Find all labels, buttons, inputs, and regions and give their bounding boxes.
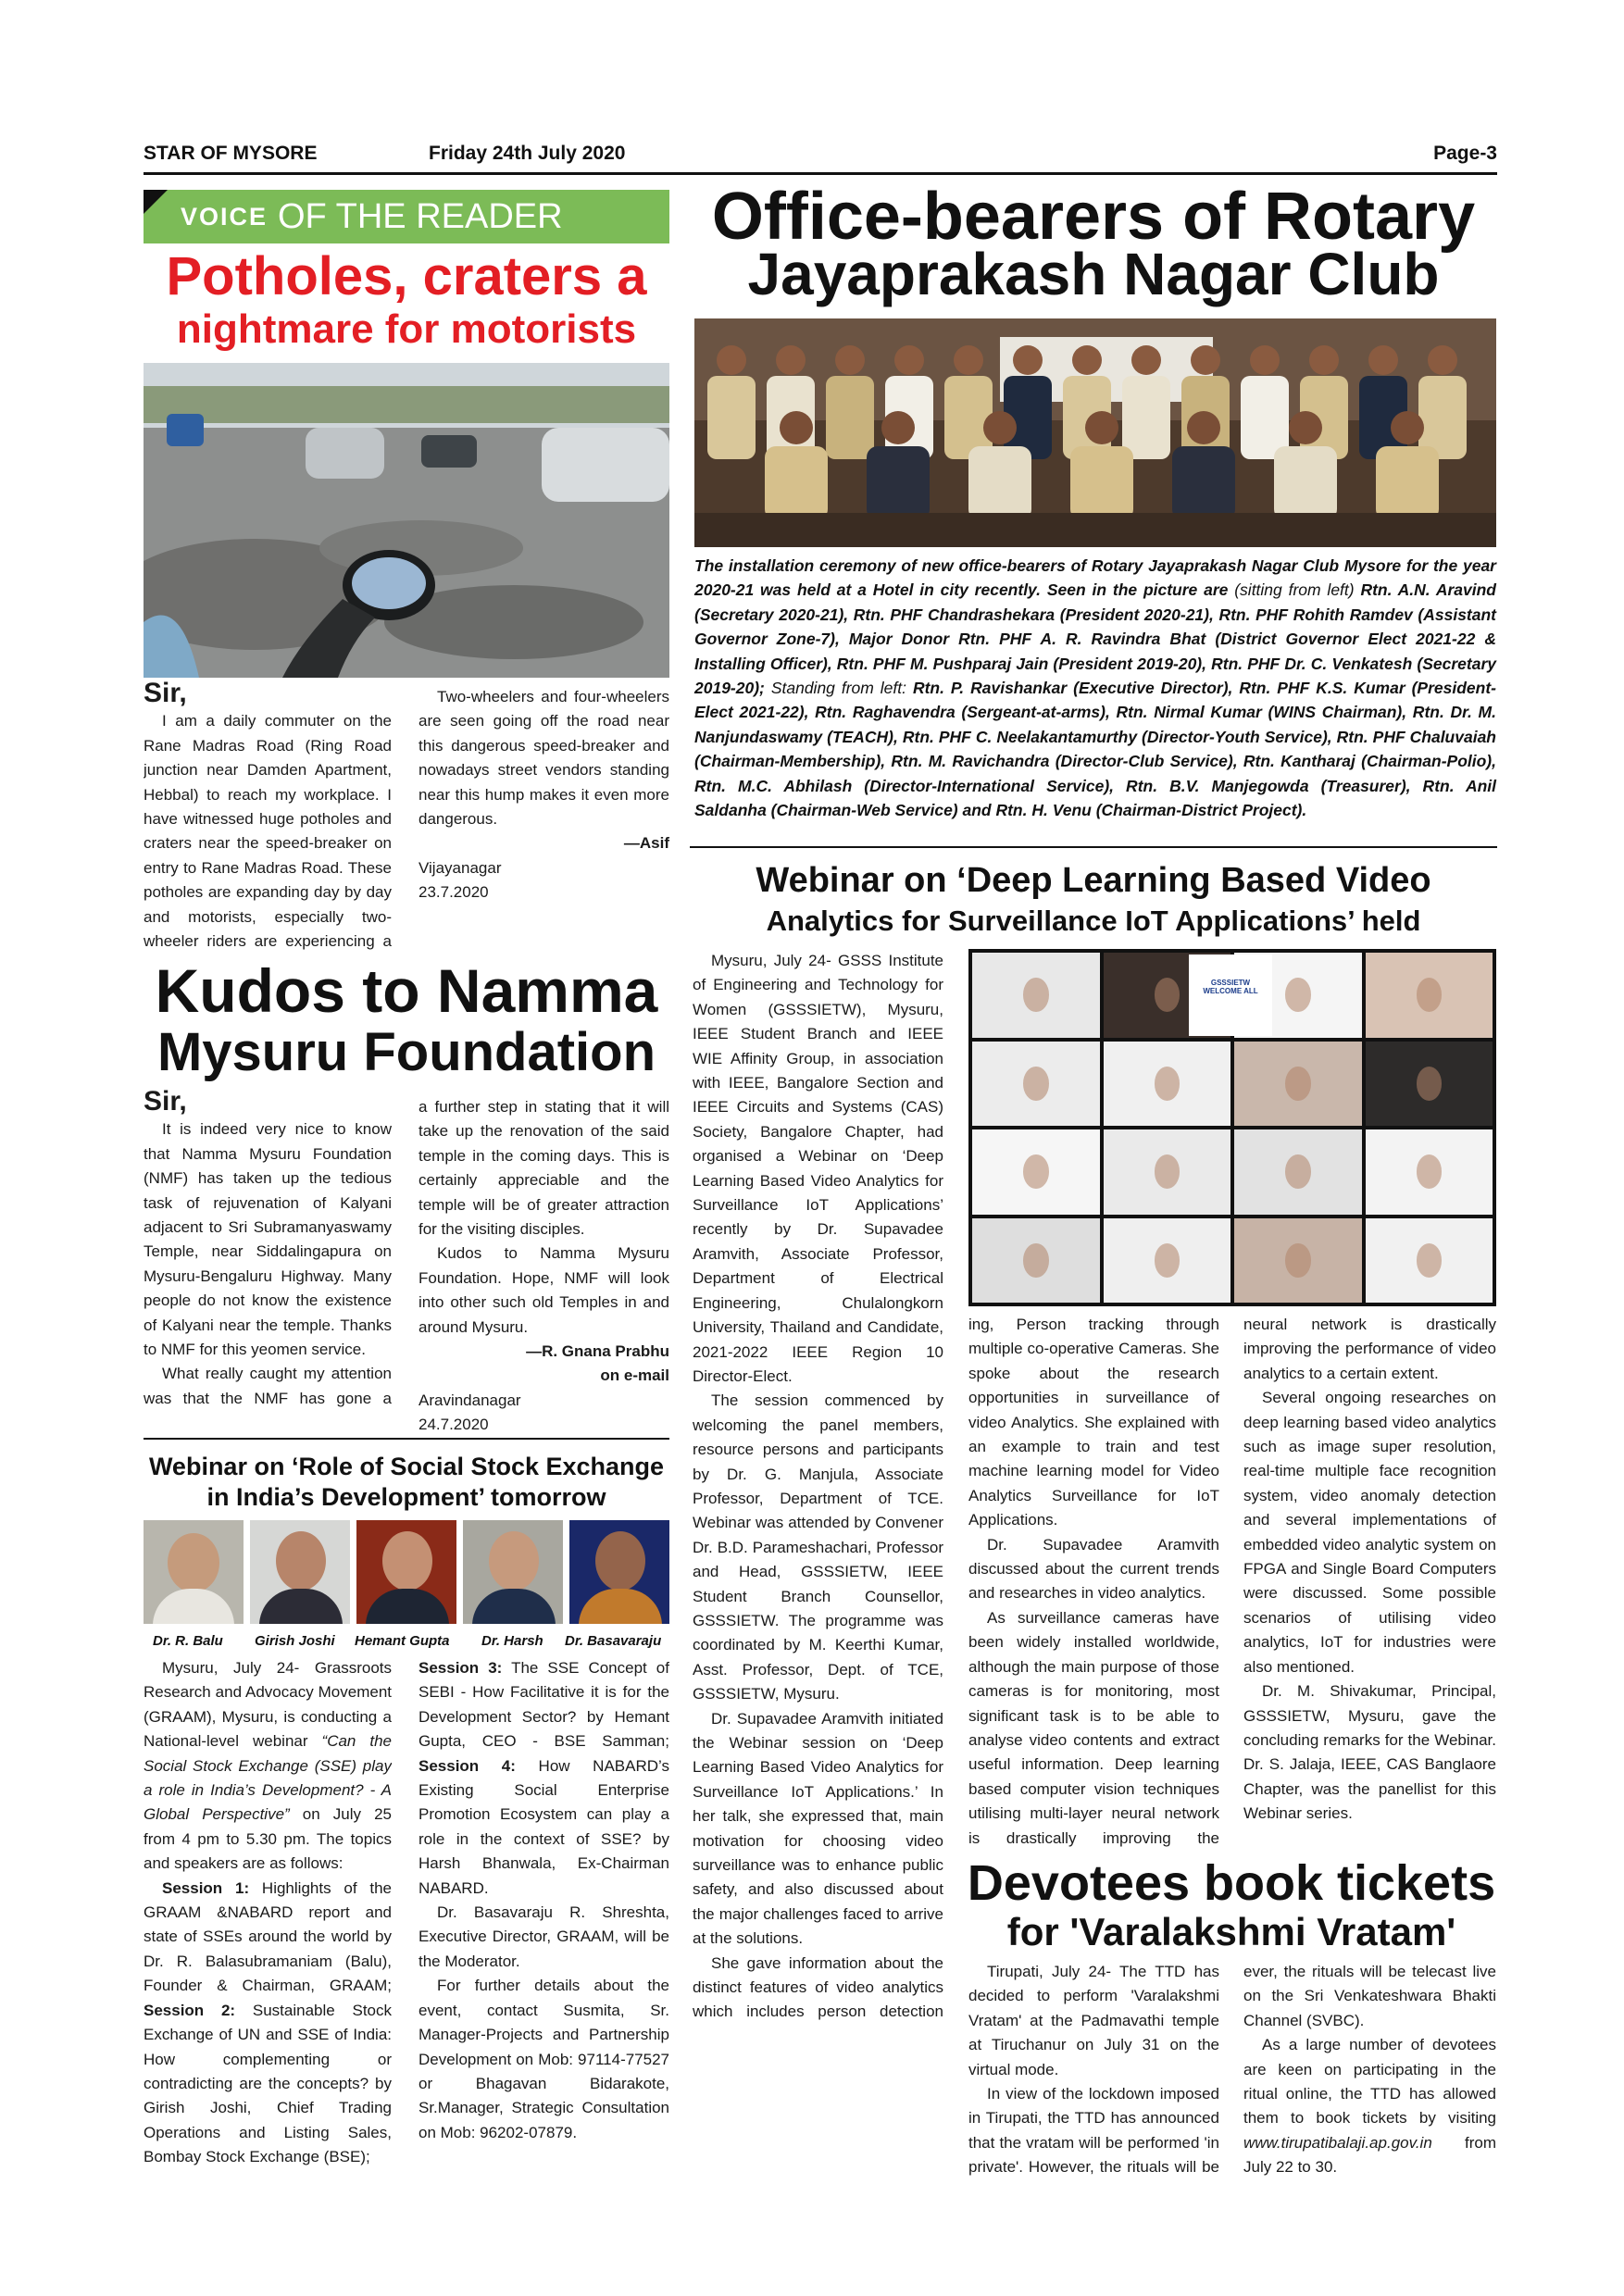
person-head-icon xyxy=(954,345,983,375)
person-head-icon xyxy=(780,411,813,444)
sse-title-line1: Webinar on ‘Role of Social Stock Exchange xyxy=(148,1453,665,1480)
dl-paragraph6: As surveillance cameras have been widely installed worldwide, although the main purpose of those cameras is for monitoring, most significant task is to be able to analyse video contents and extract useful information. Deep learning based computer vision techniques utilising multi-layer neural network is drastically improving the xyxy=(968,1608,1219,1847)
video-tile xyxy=(1104,1042,1231,1127)
letter2-title-line2: Mysuru Foundation xyxy=(156,1022,656,1082)
person-body-icon xyxy=(1376,446,1439,520)
letter2-paragraph1: It is indeed very nice to know that Namma Mysuru Foundation (NMF) has taken up the tedious task of rejuvenation of Kalyani adjacent to Sri Subramanyaswamy Temple, near Siddalingapura on Mysuru-Bengaluru Highway. Many people do not know the existence of Kalyani near the temple. Thanks to NMF for this yeomen service. xyxy=(144,1120,392,1359)
speaker-photo-gupta xyxy=(356,1520,456,1624)
dl-paragraph8: Dr. M. Shivakumar, Principal, GSSSIETW, Mysuru, gave the concluding remarks for the Webinar. Dr. S. Jalaja, IEEE, CAS Banglaore Chapter, was the panellist for this Webinar series. xyxy=(1243,1682,1496,1823)
dl-col3 xyxy=(1243,1313,1496,1850)
letter1-title-line2: nightmare for motorists xyxy=(176,306,637,352)
dl-paragraph6-cont: neural network is drastically improving the performance of video analytics to a certain extent. xyxy=(1243,1316,1496,1382)
voice-kicker-bold: VOICE xyxy=(181,203,269,231)
letter2-title-line1: Kudos to Namma xyxy=(155,956,658,1025)
ttd-title-line2: for 'Varalakshmi Vratam' xyxy=(1006,1910,1456,1953)
person-head-icon xyxy=(881,411,915,444)
ttd-paragraph2-cont: ever, the rituals will be telecast live on the Sri Venkateshwara Bhakti Channel (SVBC). xyxy=(1243,1963,1496,2029)
participant-icon xyxy=(1023,1243,1049,1278)
pothole-photo-illustration xyxy=(144,363,669,678)
person-head-icon xyxy=(776,345,806,375)
person-head-icon xyxy=(983,411,1017,444)
voice-kicker-light: OF THE READER xyxy=(278,197,563,236)
person-head-icon xyxy=(1085,411,1118,444)
letter1-place: Vijayanagar xyxy=(418,858,502,877)
participant-icon xyxy=(1155,1243,1181,1278)
rotary-group-illustration xyxy=(694,318,1496,547)
dl-paragraph5: Dr. Supavadee Aramvith discussed about the current trends and researches in video analytics. xyxy=(968,1535,1219,1603)
speaker-photo-joshi xyxy=(250,1520,350,1624)
person-head-icon xyxy=(1391,411,1424,444)
letter2-col2 xyxy=(418,1095,669,1438)
sse-intro: Mysuru, July 24- Grassroots Research and Advocacy Movement (GRAAM), Mysuru, is conducting a National-level webinar “Can the Social Stock Exchange (SSE) play a role in India’s Development? - A Global Perspective” on July 25 from 4 pm to 5.30 pm. The topics and speakers are as follows: xyxy=(144,1659,392,1873)
participant-icon xyxy=(1285,1067,1311,1101)
person-body-icon xyxy=(867,446,930,520)
letter2-paragraph2: What really caught my attention was that the NMF has gone a xyxy=(144,1365,392,1407)
ttd-website: www.tirupatibalaji.ap.gov.in xyxy=(1243,2133,1432,2152)
letter2-place: Aravindanagar xyxy=(418,1391,521,1409)
person-head-icon xyxy=(1368,345,1398,375)
masthead xyxy=(144,139,1497,174)
video-tile xyxy=(1234,1218,1362,1304)
rotary-caption: The installation ceremony of new office-bearers of Rotary Jayaprakash Nagar Club Mysore for the year 2020-21 was held at a Hotel in city recently. Seen in the picture are (sitting from left) Rtn. A.N. Aravind (Secretary 2020-21), Rtn. PHF Chandrashekara (President 2020-21), Rtn. PHF Rohith Ramdev (Assistant Governor Zone-7), Major Donor Rtn. PHF A. R. Ravindra Bhat (District Governor Elect 2021-22 & Installing Officer), Rtn. PHF M. Pushparaj Jain (President 2019-20), Rtn. PHF Dr. C. Venkatesh (Secretary 2019-20); Standing from left: Rtn. P. Ravishankar (Executive Director), Rtn. PHF K.S. Kumar (President-Elect 2021-22), Rtn. Raghavendra (Sergeant-at-arms), Rtn. Nirmal Kumar (WINS Chairman), Rtn. Dr. M. Nanjundaswamy (TEACH), Rtn. PHF C. Neelakantamurthy (Director-Youth Service), Rtn. PHF Chaluvaiah (Chairman-Membership), Rtn. M. Ravichandra (Director-Club Service), Rtn. Kantharaj (Chairman-Polio), Rtn. M.C. Abhilash (Director-International Service), Rtn. B.V. Manjegowda (Treasurer), Rtn. Anil Saldanha (Chairman-Web Service) and Rtn. H. Venu (Chairman-District Project). xyxy=(694,556,1496,820)
letter1-col2 xyxy=(418,685,669,905)
issue-date: Friday 24th July 2020 xyxy=(429,143,626,164)
ttd-title-line1: Devotees book tickets xyxy=(967,1855,1496,1911)
participant-icon xyxy=(1417,1154,1443,1189)
ttd-col1 xyxy=(968,1960,1219,2182)
video-tile xyxy=(1104,1218,1231,1304)
sse-sessions-cont: Session 3: The SSE Concept of SEBI - How Facilitative it is for the Development Sector? by Hemant Gupta, CEO - BSE Samman; Session 4: How NABARD’s Existing Social Enterprise Promotion Ecosystem can play a role in the context of SSE? by Harsh Bhanwala, Ex-Chairman NABARD. xyxy=(418,1659,669,1897)
person-body-icon xyxy=(1122,376,1170,459)
video-tile xyxy=(1104,1129,1231,1215)
participant-icon xyxy=(1417,978,1443,1012)
participant-icon xyxy=(1285,1243,1311,1278)
sse-col2 xyxy=(418,1656,669,2175)
participant-icon xyxy=(1417,1067,1443,1101)
webinar-screenshot xyxy=(968,949,1496,1306)
corner-triangle-icon xyxy=(144,190,168,214)
letter1-paragraph1: I am a daily commuter on the Rane Madras Road (Ring Road junction near Damden Apartment, Hebbal) to reach my workplace. I have witnessed huge potholes and craters near the speed-breaker on entry to Rane Madras Road. These potholes are expanding day by day and motorists, especially two-wheeler riders are experiencing a xyxy=(144,712,392,951)
webinar-banner-text: GSSSIETW WELCOME ALL xyxy=(1203,979,1258,995)
dl-paragraph3: Dr. Supavadee Aramvith initiated the Webinar session on ‘Deep Learning Based Video Analytics for Surveillance IoT Applications.’ In her talk, she expressed that, main motivation for choosing video surveillance was to enhance public safety, and also discussed about the major challenges faced to arrive at the solutions. xyxy=(693,1709,943,1948)
person-body-icon xyxy=(968,446,1031,520)
ttd-col2 xyxy=(1243,1960,1496,2182)
caption-gupta: Hemant Gupta xyxy=(355,1633,450,1649)
participant-icon xyxy=(1023,1067,1049,1101)
person-body-icon xyxy=(1241,376,1289,459)
webinar-welcome-tile xyxy=(1189,955,1272,1036)
dl-paragraph4: She gave information about the distinct features of video analytics which includes person detection xyxy=(693,1953,943,2021)
person-head-icon xyxy=(894,345,924,375)
video-tile xyxy=(972,1218,1100,1304)
sse-title-line2: in India’s Development’ tomorrow xyxy=(206,1483,606,1511)
person-head-icon xyxy=(835,345,865,375)
speaker-captions xyxy=(144,1633,669,1652)
dl-paragraph2: The session commenced by welcoming the panel members, resource persons and participants by Dr. G. Manjula, Associate Professor, Department of TCE. Webinar was attended by Convener Dr. B.D. Parameshachari, Professor and Head, GSSSIETW, IEEE Student Branch Counsellor, GSSSIETW. The programme was coordinated by M. Keerthi Kumar, Asst. Professor, Dept. of TCE, GSSSIETW, Mysuru. xyxy=(693,1391,943,1703)
pothole-photo xyxy=(144,363,669,678)
letter1-signature: —Asif xyxy=(623,834,669,853)
dl-title-line1: Webinar on ‘Deep Learning Based Video xyxy=(756,861,1431,900)
participant-icon xyxy=(1023,978,1049,1012)
video-tile xyxy=(1366,1129,1493,1215)
video-tile xyxy=(1366,1218,1493,1304)
dl-col2 xyxy=(968,1313,1219,1850)
letter2-date: 24.7.2020 xyxy=(418,1416,489,1434)
participant-icon xyxy=(1417,1243,1443,1278)
participant-icon xyxy=(1155,1067,1181,1101)
dl-paragraph7: Several ongoing researches on deep learning based video analytics such as image super resolution, real-time multiple face recognition system, video anomaly detection and several implementations of embedded video analytic system on FPGA and Single Board Computers were discussed. Some possible scenarios of utilising video analytics, IoT for industries were also mentioned. xyxy=(1243,1389,1496,1676)
letter2-signature-source: on e-mail xyxy=(600,1366,669,1385)
participant-icon xyxy=(1023,1154,1049,1189)
dl-title-line2: Analytics for Surveillance IoT Applications’ held xyxy=(766,905,1421,937)
speaker-photos xyxy=(144,1520,669,1627)
video-tile xyxy=(972,1129,1100,1215)
person-head-icon xyxy=(1428,345,1457,375)
person-body-icon xyxy=(826,376,874,459)
sse-sessions: Session 1: Highlights of the GRAAM &NABARD report and state of SSEs around the world by Dr. R. Balasubramaniam (Balu), Founder & Chairman, GRAAM; Session 2: Sustainable Stock Exchange of UN and SSE of India: How complementing or contradicting are the concepts? by Girish Joshi, Chief Trading Operations and Listing Sales, Bombay Stock Exchange (BSE); xyxy=(144,1878,392,2166)
voice-banner xyxy=(144,190,669,243)
video-tile xyxy=(1366,953,1493,1038)
speaker-photo-harsh xyxy=(463,1520,563,1624)
dl-paragraph1: Mysuru, July 24- GSSS Institute of Engineering and Technology for Women (GSSSIETW), Mysuru, IEEE Student Branch and IEEE WIE Affinity Group, in association with IEEE, Bangalore Section and IEEE Circuits and Systems (CAS) Society, Bangalore Chapter, had organised a Webinar on ‘Deep Learning Based Video Analytics for Surveillance IoT Applications’ recently by Dr. Supavadee Aramvith, Associate Professor, Department of Electrical Engineering, Chulalongkorn University, Thailand and Candidate, 2021-2022 IEEE Region 10 Director-Elect. xyxy=(693,952,943,1385)
ttd-paragraph1: Tirupati, July 24- The TTD has decided to perform 'Varalakshmi Vratam' at the Padmavathi temple at Tiruchanur on July 31 on the virtual mode. xyxy=(968,1963,1219,2078)
person-head-icon xyxy=(1131,345,1161,375)
letter1-col1 xyxy=(144,680,392,954)
letter2-salutation: Sir, xyxy=(144,1086,187,1117)
caption-joshi: Girish Joshi xyxy=(255,1633,335,1649)
speaker-photo-balu xyxy=(144,1520,244,1624)
dl-paragraph4-cont: ing, Person tracking through multiple co-operative Cameras. She spoke about the research opportunities in surveillance of video Analytics. She explained with an example to train and test machine learning model for Video Analytics Surveillance for IoT Applications. xyxy=(968,1316,1219,1529)
ttd-paragraph2: In view of the lockdown imposed in Tirupati, the TTD has announced that the vratam will be performed 'in private'. However, the rituals will be xyxy=(968,2085,1219,2177)
person-body-icon xyxy=(1172,446,1235,520)
person-head-icon xyxy=(1309,345,1339,375)
person-body-icon xyxy=(1070,446,1133,520)
video-tile xyxy=(972,1042,1100,1127)
caption-basavaraju: Dr. Basavaraju xyxy=(565,1633,662,1649)
person-head-icon xyxy=(717,345,746,375)
person-body-icon xyxy=(1274,446,1337,520)
caption-harsh: Dr. Harsh xyxy=(481,1633,543,1649)
page-number: Page-3 xyxy=(1433,143,1497,164)
participant-icon xyxy=(1155,978,1181,1012)
video-tile xyxy=(1234,1129,1362,1215)
person-head-icon xyxy=(1289,411,1322,444)
speaker-photo-basavaraju xyxy=(569,1520,669,1624)
letter1-salutation: Sir, xyxy=(144,678,187,708)
rotary-title-line2: Jayaprakash Nagar Club xyxy=(747,241,1440,307)
letter2-signature: —R. Gnana Prabhu xyxy=(526,1342,669,1361)
video-tile xyxy=(1234,1042,1362,1127)
rotary-group-photo xyxy=(694,318,1496,547)
ttd-paragraph3: As a large number of devotees are keen on participating in the ritual online, the TTD has allowed them to book tickets by visiting www.tirupatibalaji.ap.gov.in from July 22 to 30. xyxy=(1243,2036,1496,2177)
rotary-divider xyxy=(690,846,1497,848)
letter1-date: 23.7.2020 xyxy=(418,883,489,902)
masthead-rule xyxy=(144,172,1497,175)
paper-name: STAR OF MYSORE xyxy=(144,143,318,164)
sse-moderator: Dr. Basavaraju R. Shreshta, Executive Director, GRAAM, will be the Moderator. xyxy=(418,1903,669,1970)
sse-contact: For further details about the event, contact Susmita, Sr. Manager-Projects and Partnership Development on Mob: 97114-77527 or Bhagavan Bidarakote, Sr.Manager, Strategic Consultation on Mob: 96202-07879. xyxy=(418,1977,669,2141)
letter1-paragraph2: Two-wheelers and four-wheelers are seen going off the road near this dangerous speed-breaker and nowadays street vendors standing near this hump makes it even more dangerous. xyxy=(418,688,669,829)
participant-icon xyxy=(1285,1154,1311,1189)
person-head-icon xyxy=(1250,345,1280,375)
letter2-paragraph2-cont: a further step in stating that it will take up the renovation of the said temple in the coming days. This is certainly appreciable and the temple will be of greater attraction for the visiting disciples. xyxy=(418,1098,669,1239)
participant-icon xyxy=(1155,1154,1181,1189)
participant-icon xyxy=(1285,978,1311,1012)
person-head-icon xyxy=(1191,345,1220,375)
rotary-title-line1: Office-bearers of Rotary xyxy=(711,180,1476,254)
dl-col1 xyxy=(693,949,943,2180)
person-head-icon xyxy=(1187,411,1220,444)
video-tile xyxy=(1366,1042,1493,1127)
caption-balu: Dr. R. Balu xyxy=(153,1633,223,1649)
sse-col1 xyxy=(144,1656,392,2175)
section-divider xyxy=(144,1438,669,1440)
person-head-icon xyxy=(1072,345,1102,375)
letter1-title-line1: Potholes, craters a xyxy=(166,246,647,306)
video-tile xyxy=(972,953,1100,1038)
letter2-paragraph3: Kudos to Namma Mysuru Foundation. Hope, NMF will look into other such old Temples in and around Mysuru. xyxy=(418,1244,669,1336)
person-body-icon xyxy=(765,446,828,520)
person-head-icon xyxy=(1013,345,1043,375)
letter2-col1 xyxy=(144,1086,392,1410)
person-body-icon xyxy=(707,376,756,459)
